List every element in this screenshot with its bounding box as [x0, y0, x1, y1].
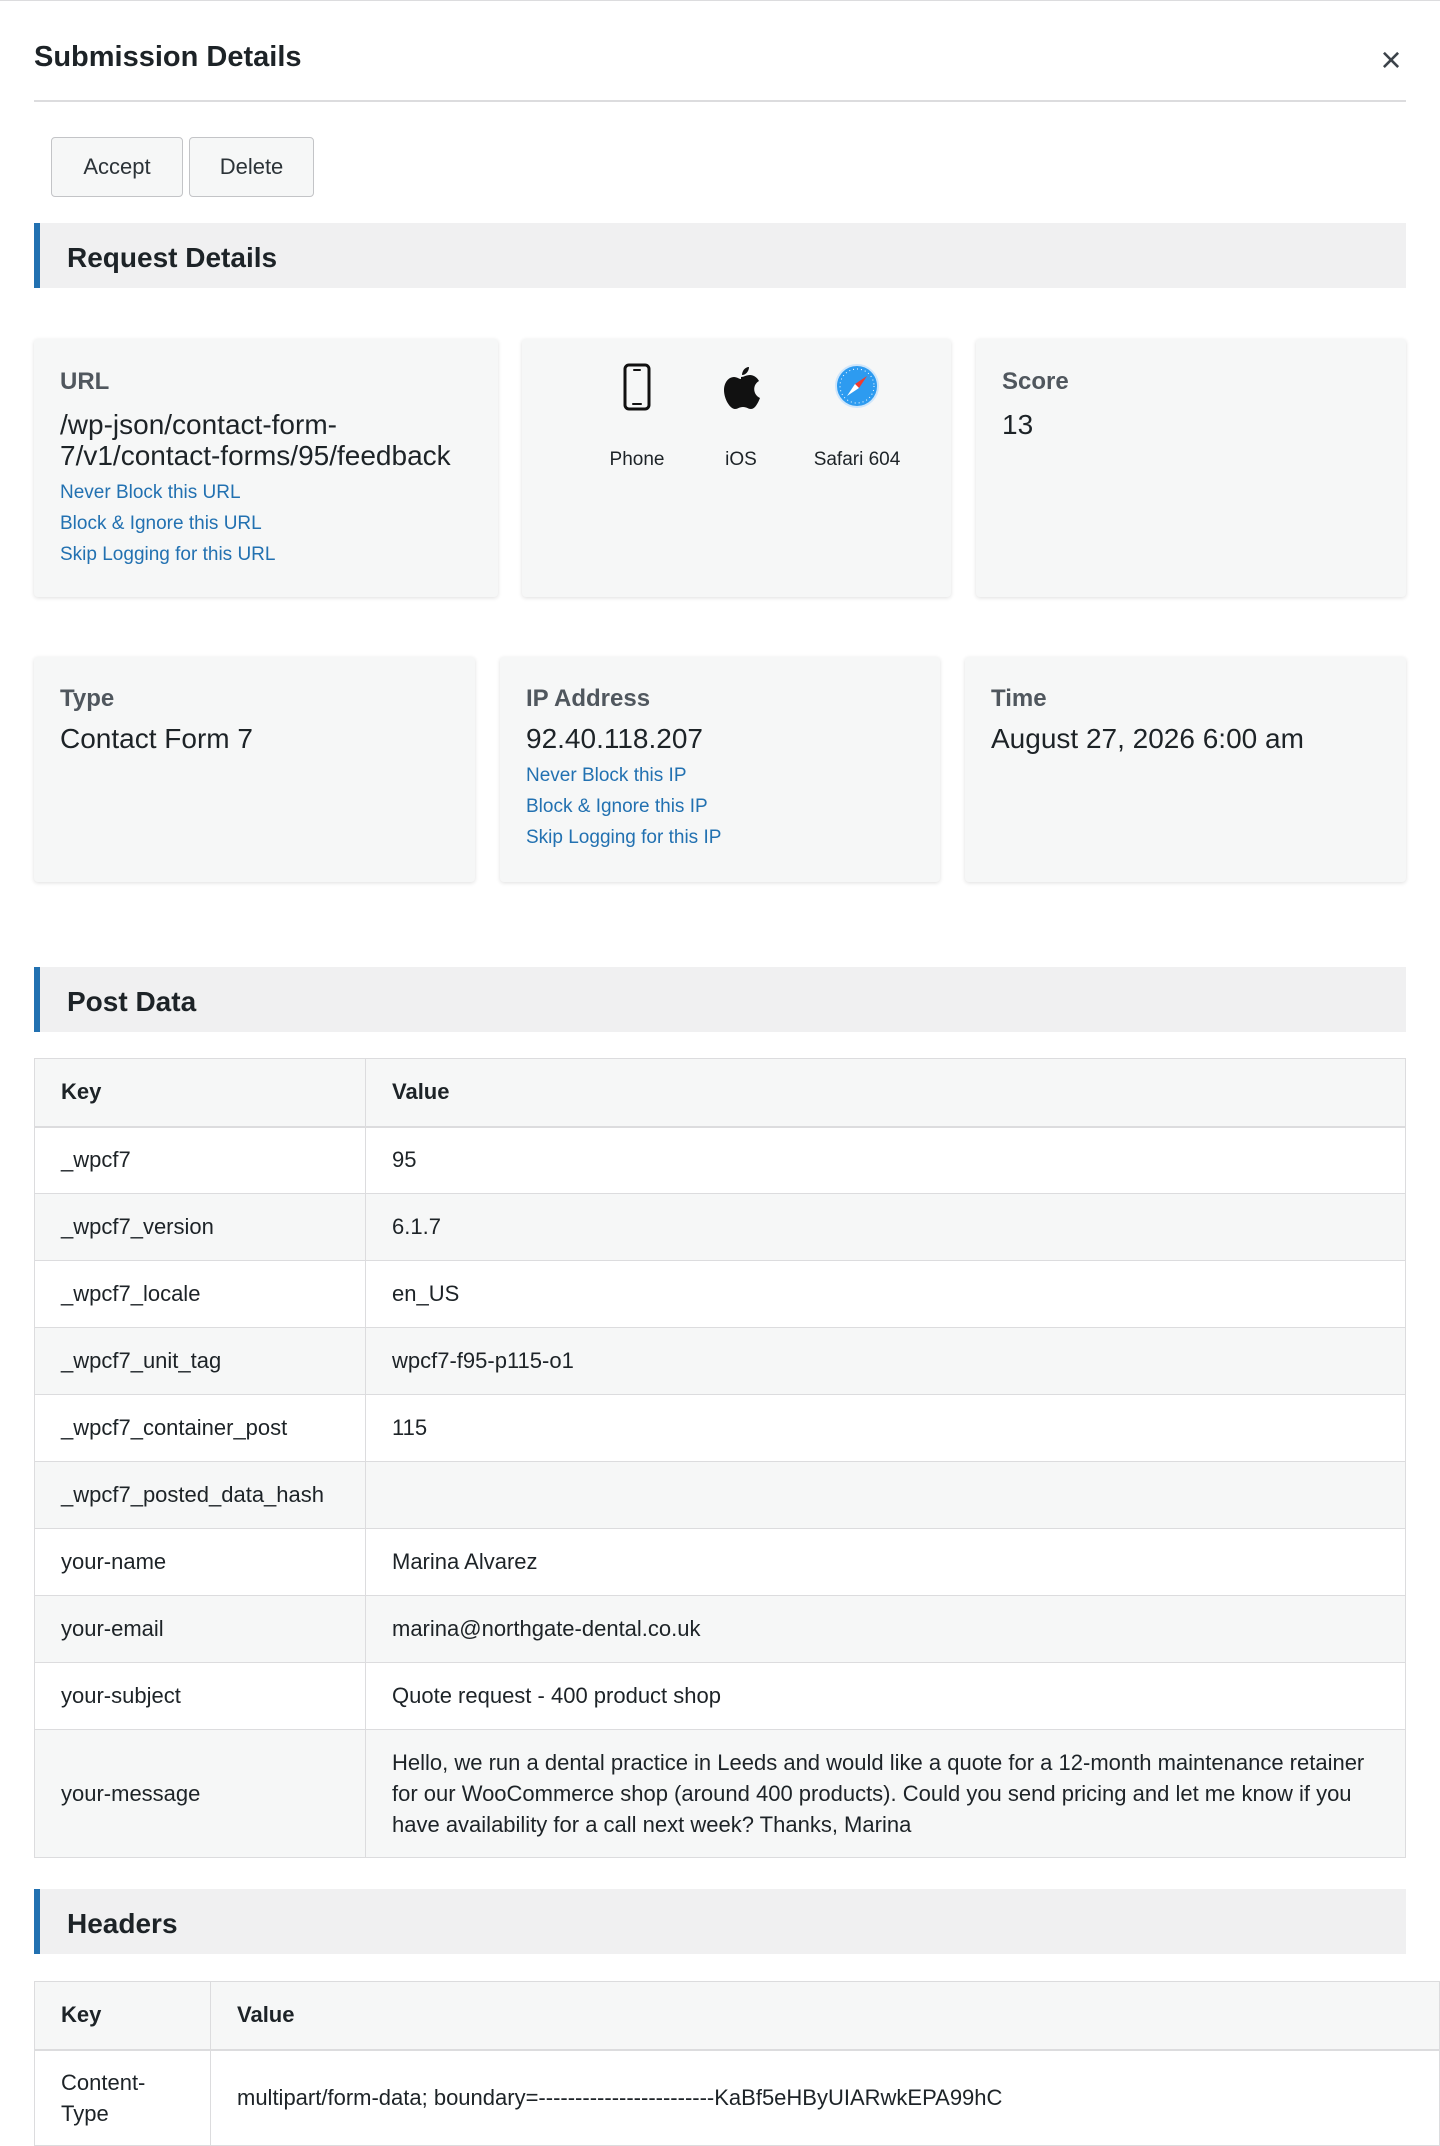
row-value: Quote request - 400 product shop	[366, 1663, 1406, 1730]
table-header-row	[35, 1982, 1440, 2050]
column-header-value: Value	[366, 1059, 1406, 1127]
score-label: Score	[1002, 368, 1069, 395]
row-key: Content-Type	[35, 2050, 211, 2146]
table-row	[35, 1663, 1406, 1730]
row-value: 115	[366, 1395, 1406, 1462]
row-key: your-message	[35, 1730, 366, 1858]
headers-heading	[34, 1889, 1406, 1954]
user-agent-card	[522, 339, 951, 597]
device-label: Phone	[609, 449, 665, 470]
row-value: marina@northgate-dental.co.uk	[366, 1596, 1406, 1663]
row-value: wpcf7-f95-p115-o1	[366, 1328, 1406, 1395]
headers-table	[34, 1981, 1440, 2146]
accept-button[interactable]: Accept	[51, 137, 183, 197]
url-value-line1: /wp-json/contact-form-	[60, 409, 337, 440]
request-details-heading	[34, 223, 1406, 288]
type-value: Contact Form 7	[60, 723, 253, 754]
row-value: 95	[366, 1127, 1406, 1194]
skip-logging-url-link[interactable]: Skip Logging for this URL	[60, 544, 276, 565]
never-block-ip-link[interactable]: Never Block this IP	[526, 765, 687, 786]
row-key: _wpcf7_locale	[35, 1261, 366, 1328]
time-value: August 27, 2026 6:00 am	[991, 723, 1304, 754]
block-ignore-url-link[interactable]: Block & Ignore this URL	[60, 513, 262, 534]
modal-header	[34, 1, 1406, 102]
row-value: multipart/form-data; boundary=------------------------KaBf5eHByUIARwkEPA99hC	[211, 2050, 1440, 2146]
post-data-table	[34, 1058, 1406, 1858]
section-title: Request Details	[67, 242, 278, 273]
row-key: _wpcf7_version	[35, 1194, 366, 1261]
ip-card	[500, 657, 940, 882]
table-row	[35, 1730, 1406, 1858]
type-card	[34, 657, 475, 882]
row-value: en_US	[366, 1261, 1406, 1328]
os-label: iOS	[725, 449, 757, 470]
close-icon[interactable]: ×	[1380, 39, 1402, 80]
url-value-line2: 7/v1/contact-forms/95/feedback	[60, 440, 451, 471]
delete-button[interactable]: Delete	[189, 137, 314, 197]
time-label: Time	[991, 685, 1047, 712]
post-data-heading	[34, 967, 1406, 1032]
column-header-value: Value	[211, 1982, 1440, 2050]
table-row	[35, 2050, 1440, 2146]
row-key: your-subject	[35, 1663, 366, 1730]
browser-info	[792, 363, 922, 483]
row-key: _wpcf7_posted_data_hash	[35, 1462, 366, 1529]
column-header-key: Key	[35, 1059, 366, 1127]
never-block-url-link[interactable]: Never Block this URL	[60, 482, 241, 503]
table-row	[35, 1395, 1406, 1462]
type-label: Type	[60, 685, 115, 712]
section-title: Post Data	[67, 986, 197, 1017]
block-ignore-ip-link[interactable]: Block & Ignore this IP	[526, 796, 708, 817]
section-title: Headers	[67, 1908, 178, 1939]
device-info	[584, 363, 690, 483]
os-info	[688, 363, 794, 483]
phone-icon	[622, 363, 652, 416]
url-card	[34, 339, 498, 597]
table-row	[35, 1328, 1406, 1395]
row-key: your-name	[35, 1529, 366, 1596]
row-key: _wpcf7_unit_tag	[35, 1328, 366, 1395]
skip-logging-ip-link[interactable]: Skip Logging for this IP	[526, 827, 722, 848]
table-row	[35, 1194, 1406, 1261]
row-value	[366, 1462, 1406, 1529]
table-row	[35, 1529, 1406, 1596]
table-row	[35, 1596, 1406, 1663]
table-row	[35, 1127, 1406, 1194]
table-header-row	[35, 1059, 1406, 1127]
column-header-key: Key	[35, 1982, 211, 2050]
ip-value: 92.40.118.207	[526, 723, 703, 754]
url-label: URL	[60, 368, 110, 395]
row-value: 6.1.7	[366, 1194, 1406, 1261]
row-key: your-email	[35, 1596, 366, 1663]
score-card	[976, 339, 1406, 597]
browser-label: Safari 604	[813, 449, 901, 470]
time-card	[965, 657, 1406, 882]
score-value: 13	[1002, 409, 1034, 440]
safari-icon	[834, 363, 880, 414]
ip-label: IP Address	[526, 685, 651, 712]
table-row	[35, 1261, 1406, 1328]
apple-icon	[720, 363, 762, 416]
row-value: Marina Alvarez	[366, 1529, 1406, 1596]
table-row	[35, 1462, 1406, 1529]
row-value: Hello, we run a dental practice in Leeds and would like a quote for a 12-month maintenance retainer for our WooCommerce shop (around 400 products). Could you send pricing and let me know if you have availability for a call next week? Thanks, Marina	[366, 1730, 1406, 1858]
modal-title: Submission Details	[34, 41, 302, 73]
row-key: _wpcf7_container_post	[35, 1395, 366, 1462]
row-key: _wpcf7	[35, 1127, 366, 1194]
